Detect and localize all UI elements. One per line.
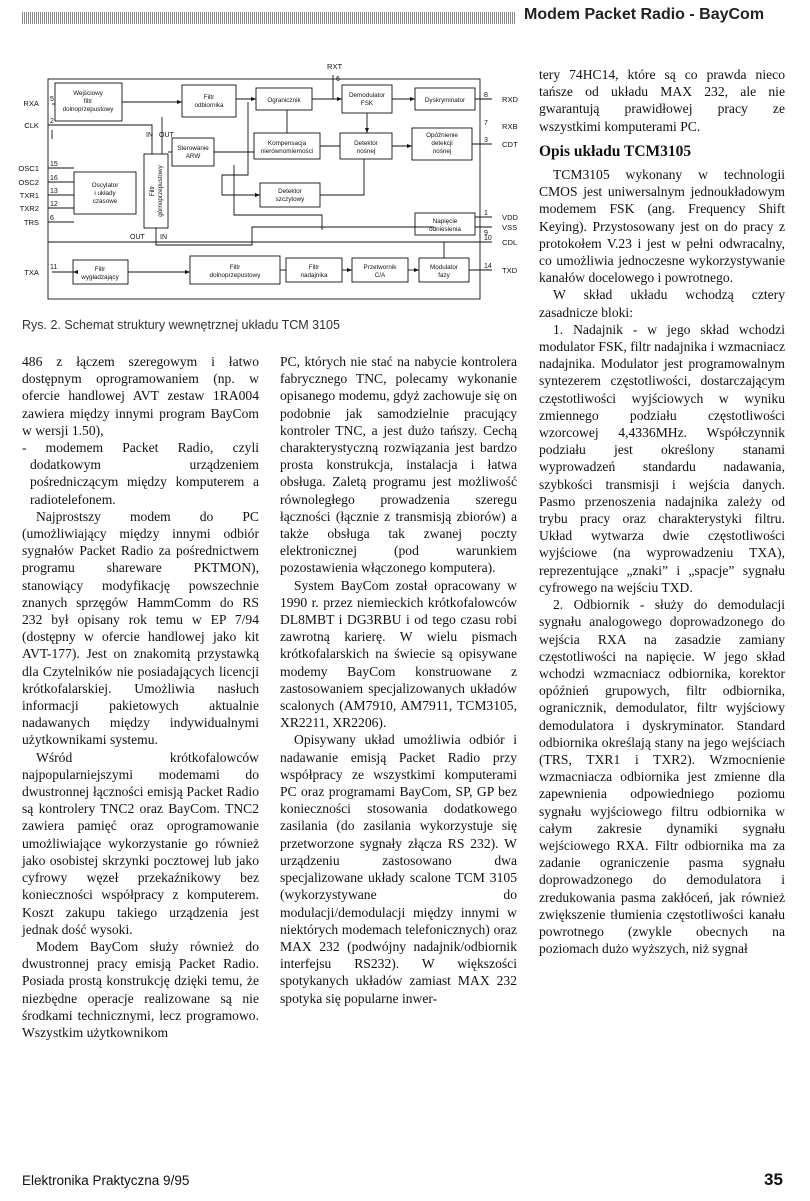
col3-paragraph-5: 2. Odbiornik - służy do demodulacji sygnału analogowego doprowadzonego do wejścia RXA na zasadzie zamiany częstotliwości na napięcie. W jego skład wchodzi wzmacniacz odbiornika, korektor opóźnień grupowych, filtr odbiornika, ogranicznik, demodulator, filtr wyjściowy demodulatora i dyskryminator. Standard odbiornika określają stany na jego wejściach (TRS, TXR1 i TXR2). Wzmocnienie wzmacniacza odbiornika jest zmienne dla zapewnienia odpowiedniego poziomu sygnału wyjściowego filtru odbiornika w całym zakresie dynamiki sygnału wejściowego RXA. Filtr odbiornika ma za zadanie ograniczenie pasma sygnału doprowadzonego do demodulatora i zredukowania pasma zakłóceń, jak również zwiększenie tłumienia częstotliwości kanału powrotnego (zwykle obecnych na poziomach dużo wyższych, niż sygnał <box>539 597 785 957</box>
pin-num-3: 3 <box>484 137 488 144</box>
pin-rxt: RXT <box>327 62 343 71</box>
rx-filter-line1: Filtr <box>203 94 215 101</box>
pin-num-10: 10 <box>484 235 492 242</box>
carrier-det-line2: nośnej <box>356 148 376 155</box>
pin-txr1: TXR1 <box>19 191 39 200</box>
lowpass-filter-line1: Filtr <box>149 185 156 197</box>
col1-paragraph-1: 486 z łączem szeregowym i łatwo dostępnym oprogramowaniem (np. w ofercie handlowej AVT zestaw 1RA004 zawiera między innymi program BayCom w wersji 1.50), <box>22 354 259 438</box>
dac-line2: C/A <box>374 272 386 279</box>
carrier-delay-line2: detekcji <box>431 140 453 147</box>
footer-journal: Elektronika Praktyczna 9/95 <box>22 1173 190 1188</box>
tx-filter-line2: nadajnika <box>300 272 328 279</box>
pin-num-16: 16 <box>50 175 58 182</box>
delay-comp-line2: nierównomierności <box>260 148 314 155</box>
delay-comp-line1: Kompensacja <box>267 140 307 147</box>
col1-paragraph-5: Modem BayCom służy również do dwustronnej pracy emisją Packet Radio. Posiada prostą konstrukcję dzięki temu, że niezbędne operacje realizowane są nie środkami technicznymi, lecz programowo. Wszystkim użytkownikom <box>22 938 259 1040</box>
rx-filter-line2: odbiornika <box>194 102 224 109</box>
block-arw-control <box>172 138 214 166</box>
block-peak-det <box>260 183 320 207</box>
pin-osc1: OSC1 <box>18 164 39 173</box>
discriminator-label: Dyskryminator <box>424 97 466 104</box>
smoothing-line2: wygładzający <box>81 274 119 281</box>
pin-clk: CLK <box>24 121 39 130</box>
pin-trs: TRS <box>23 218 39 227</box>
col3-paragraph-2: TCM3105 wykonany w technologii CMOS jest uniwersalnym jednoukładowym modemem FSK (ang. Frequency Shift Keying). Przystosowany jest on do pracy z protokołem V.23 i jest w pełni odwracalny, co umożliwia jednoczesne wykorzystywanie kanałów docelowego i powrotnego. <box>539 167 785 286</box>
input-amp-line1: Wejściowy <box>73 90 103 97</box>
block-fsk-demod <box>342 85 392 113</box>
tx-lowpass-line1: Filtr <box>229 264 241 271</box>
out-label-top: OUT <box>159 132 174 139</box>
col1-paragraph-3: Najprostszy modem do PC (umożliwiający między innymi odbiór sygnałów Packet Radio za pośrednictwem programu shareware PKTMON), stanowiący modyfikację powszechnie znanych sprzęgów HammComm do RS 232 był opisany rok temu w EP 7/94 (dostępny w ofercie handlowej jako kit AVT-177). Jest on znakomitą przystawką dla Czytelników nie posiadających licencji krótkofalarskiej. Umożliwia nasłuch informacji pakietowych aktualnie nadawanych między indywidualnymi użytkownikami systemu. <box>22 508 259 748</box>
limiter-label: Ogranicznik <box>267 97 301 104</box>
pin-num-14: 14 <box>484 263 492 270</box>
smoothing-line1: Filtr <box>94 266 106 273</box>
col3-paragraph-1: tery 74HC14, które są co prawda nieco tańsze od układu MAX 232, ale nie gwarantują prawidłowej pracy ze wszystkimi komputerami PC. <box>539 67 785 134</box>
block-diagram <box>18 55 520 305</box>
pin-num-7: 7 <box>484 120 488 127</box>
pin-cdt: CDT <box>502 140 518 149</box>
page-number: 35 <box>764 1170 783 1189</box>
pin-num-2: 2 <box>50 118 54 125</box>
modulator-line2: fazy <box>438 272 450 279</box>
carrier-delay-line3: nośnej <box>432 148 452 155</box>
fsk-demod-line2: FSK <box>360 100 374 107</box>
text-column-2 <box>280 353 517 1007</box>
section-heading: Opis układu TCM3105 <box>539 142 692 160</box>
block-rx-filter <box>182 85 236 117</box>
pin-vdd: VDD <box>502 213 519 222</box>
carrier-det-line1: Detektor <box>354 140 378 147</box>
col2-paragraph-2: System BayCom został opracowany w 1990 r. przez niemieckich krótkofalowców DL8MBT i DG3RBU i od tego czasu robi zawrotną karierę. W wielu pismach krótkofalarskich na świecie są opisywane modemy BayCom konstruowane z zastosowaniem specjalizowanych układów scalonych (AM7910, AM7911, TCM3105, XR2211, XR2206). <box>280 577 517 731</box>
pin-txr2: TXR2 <box>19 204 39 213</box>
oscillator-line2: i układy <box>94 190 116 197</box>
pin-txd: TXD <box>502 266 518 275</box>
pin-num-11: 11 <box>50 264 58 271</box>
oscillator-line3: czasowe <box>92 198 118 205</box>
pin-num-6: 6 <box>50 215 54 222</box>
ref-voltage-line2: odniesienia <box>429 226 461 233</box>
header-hatch-bar <box>22 12 516 24</box>
out-label-bottom: OUT <box>130 234 145 241</box>
col1-list-item: - modemem Packet Radio, czyli dodatkowym urządzeniem pośredniczącym między komputerem a radiotelefonem. <box>22 440 259 507</box>
input-amp-line3: dolnoprzepustowy <box>62 106 114 113</box>
block-diagram-svg <box>18 55 520 305</box>
col3-paragraph-3: W skład układu wchodzą cztery zasadnicze bloki: <box>539 287 785 320</box>
col2-paragraph-1: PC, których nie stać na nabycie kontrolera fabrycznego TNC, polecamy wykonanie opisanego modemu, gdyż zachowuje się on podobnie jak samodzielnie pracujący kontroler TNC, a jest dużo tańszy. Cechą charakterystyczną rozwiązania jest bardzo prosta konstrukcja, instalacja i łatwa obsługa. Zaletą programu jest możliwość równoległego prowadzenia szeregu łączności (łącznie z transmisją zbiorów) a także obsługa tak zwanej poczty elektronicznej (pod warunkiem pozostawienia włączonego komputera). <box>280 354 517 576</box>
tx-filter-line1: Filtr <box>308 264 320 271</box>
text-column-1 <box>22 353 259 1041</box>
pin-num-12: 12 <box>50 201 58 208</box>
col2-paragraph-3: Opisywany układ umożliwia odbiór i nadawanie emisją Packet Radio przy współpracy ze wszystkimi komputerami PC oraz programami BayCom, SP, GP bez konieczności stosowania dodatkowego zasilania (do zasilania wykorzystuje się przetworzone sygnały złącza RS 232). W urządzeniu zastosowano dwa specjalizowane układy scalone TCM 3105 (wykorzystywane do modulacji/demodulacji między innymi w niektórych modemach telefonicznych) oraz MAX 232 (podwójny nadajnik/odbiornik interfejsu RS232). W większości spotykanych układów zamiast MAX 232 spotyka się popularne inwer- <box>280 732 517 1006</box>
in-label-top: IN <box>146 132 153 139</box>
pin-rxa: RXA <box>23 99 39 108</box>
fsk-demod-line1: Demodulator <box>348 92 386 99</box>
col3-paragraph-4: 1. Nadajnik - w jego skład wchodzi modulator FSK, filtr nadajnika i wzmacniacz nadajnika. Modulator jest programowalnym syntezerem częstotliwości, dostarczającym częstotliwości wyjściowych w wyniku zmiennego podziału częstotliwości wzorcowej 4,4336MHz. Współczynnik podziału jest określony stanami wyprowadzeń standardu nadawania, szybkości transmisji i wejścia danych. Pasmo przenoszenia nadajnika zależy od trybu pracy oraz charakterystyki filtru. Układ wytwarza dwie częstotliwości wyjściowe (na wyprowadzeniu TXA), reprezentujące „znaki” i „spacje” sygnału cyfrowego na wejściu TXD. <box>539 321 785 595</box>
in-label-bottom: IN <box>160 234 167 241</box>
col1-paragraph-4: Wśród krótkofalowców najpopularniejszymi modemami do dwustronnej łączności emisją Packet Radio są kontrolery TNC2 oraz BayCom. TNC2 zawiera pamięć oraz oprogramowanie umożliwiające wykorzystanie go również jako osobistej skrzynki pocztowej lub jako cyfrowy węzeł przekaźnikowy bez konieczności współpracy z komputerem. Koszt zakupu takiego urządzenia jest jednak dość wysoki. <box>22 749 259 937</box>
pin-osc2: OSC2 <box>18 178 39 187</box>
input-amp-line2: filtr <box>83 98 93 105</box>
pin-rxb: RXB <box>502 122 518 131</box>
pin-vss: VSS <box>502 223 518 232</box>
peak-det-line1: Detektor <box>278 188 302 195</box>
pin-num-8: 8 <box>484 92 488 99</box>
arw-line2: ARW <box>185 153 201 160</box>
lowpass-filter-line2: górnoprzepustowy <box>157 165 164 217</box>
running-header-title: Modem Packet Radio - BayCom <box>524 6 765 23</box>
carrier-delay-line1: Opóźnienie <box>426 132 458 139</box>
pin-cdl: CDL <box>502 238 518 247</box>
text-column-3 <box>539 66 785 957</box>
pin-num-5: 5 <box>50 96 54 103</box>
ref-voltage-line1: Napięcie <box>432 218 458 225</box>
pin-num-1: 1 <box>484 210 488 217</box>
pin-txa: TXA <box>24 268 39 277</box>
pin-num-rxt: 6 <box>336 76 340 83</box>
pin-num-13: 13 <box>50 188 58 195</box>
pin-num-9: 9 <box>484 230 488 237</box>
block-lowpass-filter <box>144 154 168 228</box>
modulator-line1: Modulator <box>429 264 459 271</box>
arw-line1: Sterowanie <box>177 145 209 152</box>
pin-num-15: 15 <box>50 161 58 168</box>
oscillator-line1: Oscylator <box>91 182 119 189</box>
pin-rxd: RXD <box>502 95 519 104</box>
peak-det-line2: szczytowy <box>275 196 305 203</box>
figure-caption: Rys. 2. Schemat struktury wewnętrznej układu TCM 3105 <box>22 318 340 332</box>
tx-lowpass-line2: dolnoprzepustowy <box>209 272 261 279</box>
dac-line1: Przetwornik <box>363 264 397 271</box>
